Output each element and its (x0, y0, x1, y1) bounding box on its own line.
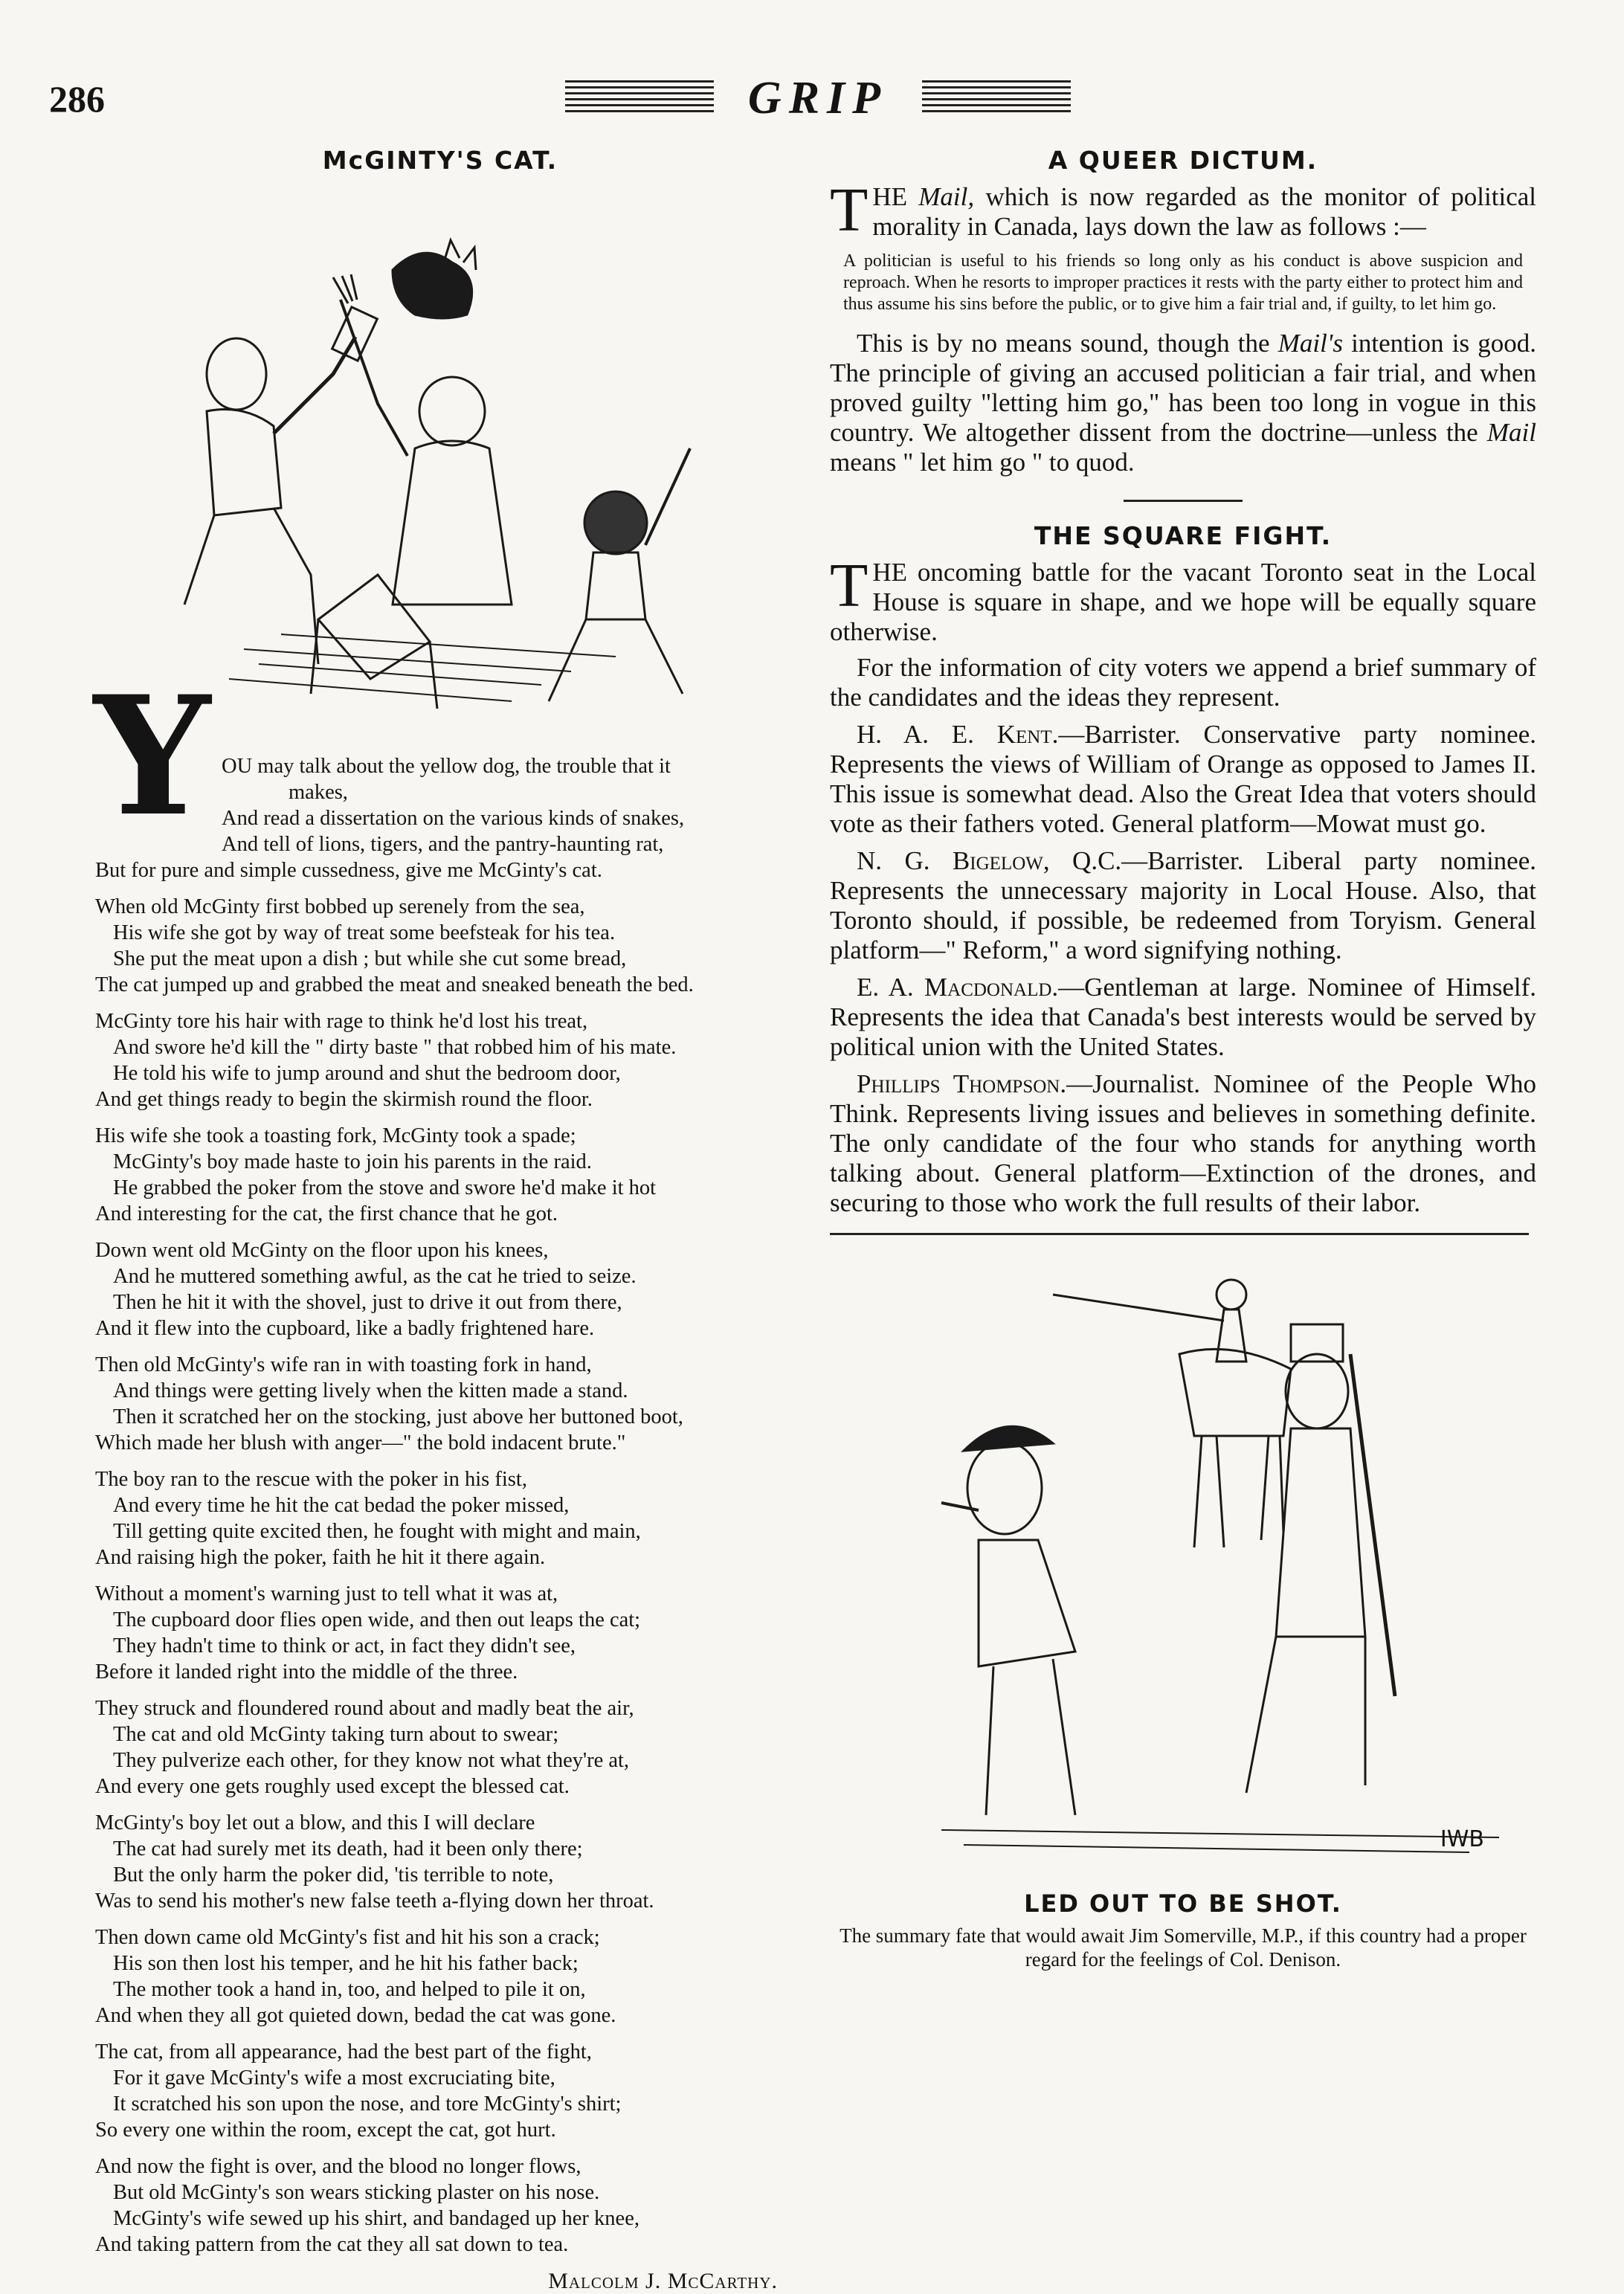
poem-line: And when they all got quieted down, bedad the cat was gone. (95, 2004, 616, 2027)
poem-stanza (95, 1123, 785, 1227)
page-number: 286 (49, 78, 105, 120)
poem-line: And get things ready to begin the skirmish round the floor. (95, 1088, 593, 1111)
poem-line: The cat and old McGinty taking turn about to swear; (113, 1723, 559, 1746)
poem-stanzas-rest (95, 894, 785, 2258)
poem-line: And he muttered something awful, as the cat he tried to seize. (113, 1265, 637, 1288)
candidate-name: Phillips Thompson. (857, 1069, 1067, 1098)
poem-stanza (95, 1352, 785, 1456)
poem-line: And raising high the poker, faith he hit it there again. (95, 1546, 546, 1569)
poem-line: And tell of lions, tigers, and the pantry-haunting rat, (222, 833, 664, 856)
mail-italic-2: Mail (1486, 418, 1536, 447)
masthead (565, 71, 1071, 125)
poem-line: OU may talk about the yellow dog, the trouble that it (222, 755, 671, 778)
poem-stanza (95, 894, 785, 998)
poem-line: They struck and floundered round about and madly beat the air, (95, 1697, 634, 1720)
poem-dropcap: Y (94, 660, 211, 852)
left-column (95, 146, 785, 2294)
poem-line: He grabbed the poker from the stove and swore he'd make it hot (113, 1176, 657, 1199)
queer-dictum-body (830, 329, 1536, 477)
poem-stanza (95, 1810, 785, 1914)
text-run: means " let him go " to quod. (830, 448, 1135, 477)
poem-line: McGinty's wife sewed up his shirt, and bandaged up her knee, (113, 2207, 639, 2230)
cartoon-title: LED OUT TO BE SHOT. (1024, 1889, 1342, 1918)
candidate-paragraph (830, 973, 1536, 1062)
candidate-text: —Gentleman at large. Nominee of Himself. Represents the idea that Canada's best interests would be served by political union with the United States. (830, 973, 1536, 1061)
poem-line: And interesting for the cat, the first chance that he got. (95, 1202, 558, 1225)
poem-line: His wife she took a toasting fork, McGinty took a spade; (95, 1124, 576, 1147)
poem-line: He told his wife to jump around and shut the bedroom door, (113, 1062, 621, 1085)
candidate-list (830, 720, 1536, 1218)
candidate-text: —Barrister. Conservative party nominee. Represents the views of William of Orange as opposed to James II. This issue is somewhat dead. Also the Great Idea that voters should vote as their fathers voted. General platform—Mowat must go. (830, 720, 1536, 838)
poem-stanza (95, 1466, 785, 1570)
cartoon-drawing (830, 1250, 1536, 1882)
poem-stanza (95, 1924, 785, 2029)
masthead-rule-right (922, 80, 1071, 115)
text-run: which is now regarded as the monitor of political morality in Canada, lays down the law as follows :— (872, 182, 1536, 241)
poem-stanza (95, 1695, 785, 1800)
masthead-rule-left (565, 80, 714, 115)
led-out-to-be-shot-cartoon (830, 1250, 1536, 1882)
artist-signature: IWB (1440, 1826, 1484, 1852)
poem-line: Then it scratched her on the stocking, just above her buttoned boot, (113, 1405, 683, 1428)
poem-line: They hadn't time to think or act, in fact they didn't see, (113, 1634, 576, 1657)
poem-line: The boy ran to the rescue with the poker in his fist, (95, 1468, 527, 1491)
candidate-paragraph (830, 846, 1536, 965)
square-fight-dropcap: T (830, 551, 869, 620)
poem-line: Then he hit it with the shovel, just to drive it out from there, (113, 1291, 622, 1314)
article-title-queer-dictum: A QUEER DICTUM. (1048, 146, 1318, 175)
poem-line: His son then lost his temper, and he hit his father back; (113, 1952, 579, 1975)
poem-line: Which made her blush with anger—" the bold indacent brute." (95, 1431, 626, 1454)
poem-line: But for pure and simple cussedness, give me McGinty's cat. (95, 859, 602, 882)
poem-line: So every one within the room, except the cat, got hurt. (95, 2119, 556, 2142)
candidate-name: N. G. Bigelow, Q.C. (857, 846, 1122, 875)
poem-line: Without a moment's warning just to tell what it was at, (95, 1582, 558, 1605)
mails-italic: Mail's (1277, 329, 1343, 358)
poem-line: And it flew into the cupboard, like a badly frightened hare. (95, 1317, 595, 1340)
candidate-paragraph (830, 1069, 1536, 1218)
poem-line: Then down came old McGinty's fist and hit his son a crack; (95, 1926, 600, 1949)
article-title-square-fight: THE SQUARE FIGHT. (1034, 521, 1333, 550)
poem-line: It scratched his son upon the nose, and tore McGinty's shirt; (113, 2092, 622, 2116)
poem (94, 660, 785, 2294)
square-fight-intro: For the information of city voters we append a brief summary of the candidates and the ideas they represent. (830, 653, 1536, 712)
candidate-text: —Barrister. Liberal party nominee. Represents the unnecessary majority in Local House. Also, that Toronto should, if possible, be redeemed from Toryism. General platform—" Reform," a word signifying nothing. (830, 846, 1536, 964)
poem-stanza (95, 2039, 785, 2143)
poem-line: Before it landed right into the middle of the three. (95, 1660, 518, 1684)
poem-stanza (95, 1581, 785, 1685)
poem-line: But old McGinty's son wears sticking plaster on his nose. (113, 2181, 600, 2204)
text-run: This is by no means sound, though the (857, 329, 1278, 358)
poem-line: And every time he hit the cat bedad the poker missed, (113, 1494, 570, 1517)
text-run: HE (872, 182, 919, 211)
mail-italic: Mail, (918, 182, 975, 211)
poem-title: McGINTY'S CAT. (322, 146, 558, 175)
text-run: HE oncoming battle for the vacant Toronto seat in the Local House is square in shape, and we hope will be equally square otherwise. (830, 558, 1536, 646)
masthead-title: GRIP (747, 73, 889, 123)
section-divider (1124, 500, 1243, 502)
poem-line: The cat jumped up and grabbed the meat and sneaked beneath the bed. (95, 973, 694, 996)
poem-line: McGinty's boy let out a blow, and this I will declare (95, 1811, 535, 1834)
poem-line: They pulverize each other, for they know not what they're at, (113, 1749, 630, 1772)
poem-line: The cupboard door flies open wide, and then out leaps the cat; (113, 1608, 641, 1631)
candidate-text: —Journalist. Nominee of the People Who Think. Represents living issues and believes in something definite. The only candidate of the four who stands for anything worth talking about. General platform—Extinction of the drones, and securing to those who work the full results of their labor. (830, 1069, 1536, 1217)
poem-line: When old McGinty first bobbed up serenely from the sea, (95, 895, 585, 918)
poem-stanza (95, 1237, 785, 1341)
poem-line: McGinty's boy made haste to join his parents in the raid. (113, 1150, 592, 1173)
poem-line: The cat, from all appearance, had the best part of the fight, (95, 2040, 592, 2063)
poem-line: makes, (289, 781, 348, 804)
text-run: intention is good. The principle of giving an accused politician a fair trial, and when proved guilty "letting him go," has been too long in vogue in this country. We altogether dissent from the doctrine—unless the (830, 329, 1536, 447)
poem-line: She put the meat upon a dish ; but while she cut some bread, (113, 947, 627, 970)
poem-line: And every one gets roughly used except the blessed cat. (95, 1775, 570, 1798)
poem-line: Then old McGinty's wife ran in with toasting fork in hand, (95, 1353, 592, 1376)
queer-dictum-lead (830, 175, 1536, 245)
poem-line: And things were getting lively when the kitten made a stand. (113, 1379, 628, 1402)
poem-line: The cat had surely met its death, had it been only there; (113, 1837, 583, 1860)
poem-line: Till getting quite excited then, he fought with might and main, (113, 1520, 641, 1543)
poem-stanza (95, 1008, 785, 1112)
poem-line: The mother took a hand in, too, and helped to pile it on, (113, 1978, 586, 2001)
queer-dictum-dropcap: T (830, 175, 869, 245)
poem-line: His wife she got by way of treat some beefsteak for his tea. (113, 921, 616, 944)
candidate-name: H. A. E. Kent. (857, 720, 1059, 749)
poem-stanza (95, 2153, 785, 2258)
candidate-name: E. A. Macdonald. (857, 973, 1059, 1002)
poem-line: And now the fight is over, and the blood no longer flows, (95, 2155, 581, 2178)
section-divider-long (830, 1233, 1529, 1235)
poem-line: But the only harm the poker did, 'tis terrible to note, (113, 1863, 554, 1887)
cartoon-caption: The summary fate that would await Jim Somerville, M.P., if this country had a proper regard for the feelings of Col. Denison. (840, 1924, 1527, 1971)
poem-line: And swore he'd kill the " dirty baste " that robbed him of his mate. (113, 1036, 677, 1059)
poem-line: McGinty tore his hair with rage to think he'd lost his treat, (95, 1010, 588, 1033)
square-fight-lead (830, 551, 1536, 647)
poem-line: Was to send his mother's new false teeth a-flying down her throat. (95, 1889, 654, 1913)
candidate-paragraph (830, 720, 1536, 839)
poem-line: And read a dissertation on the various kinds of snakes, (222, 807, 685, 830)
poem-line: For it gave McGinty's wife a most excruciating bite, (113, 2066, 555, 2090)
poem-line: And taking pattern from the cat they all sat down to tea. (95, 2233, 569, 2256)
mail-quote: A politician is useful to his friends so long only as his conduct is above suspicion and reproach. When he resorts to improper practices it rests with the party either to protect him and thus assume his sins before the public, or to give him a fair trial and, if guilty, to let him go. (843, 251, 1523, 314)
poem-signature: Malcolm J. McCarthy. (548, 2269, 778, 2293)
right-column (830, 146, 1536, 1971)
poem-line: Down went old McGinty on the floor upon his knees, (95, 1239, 549, 1262)
